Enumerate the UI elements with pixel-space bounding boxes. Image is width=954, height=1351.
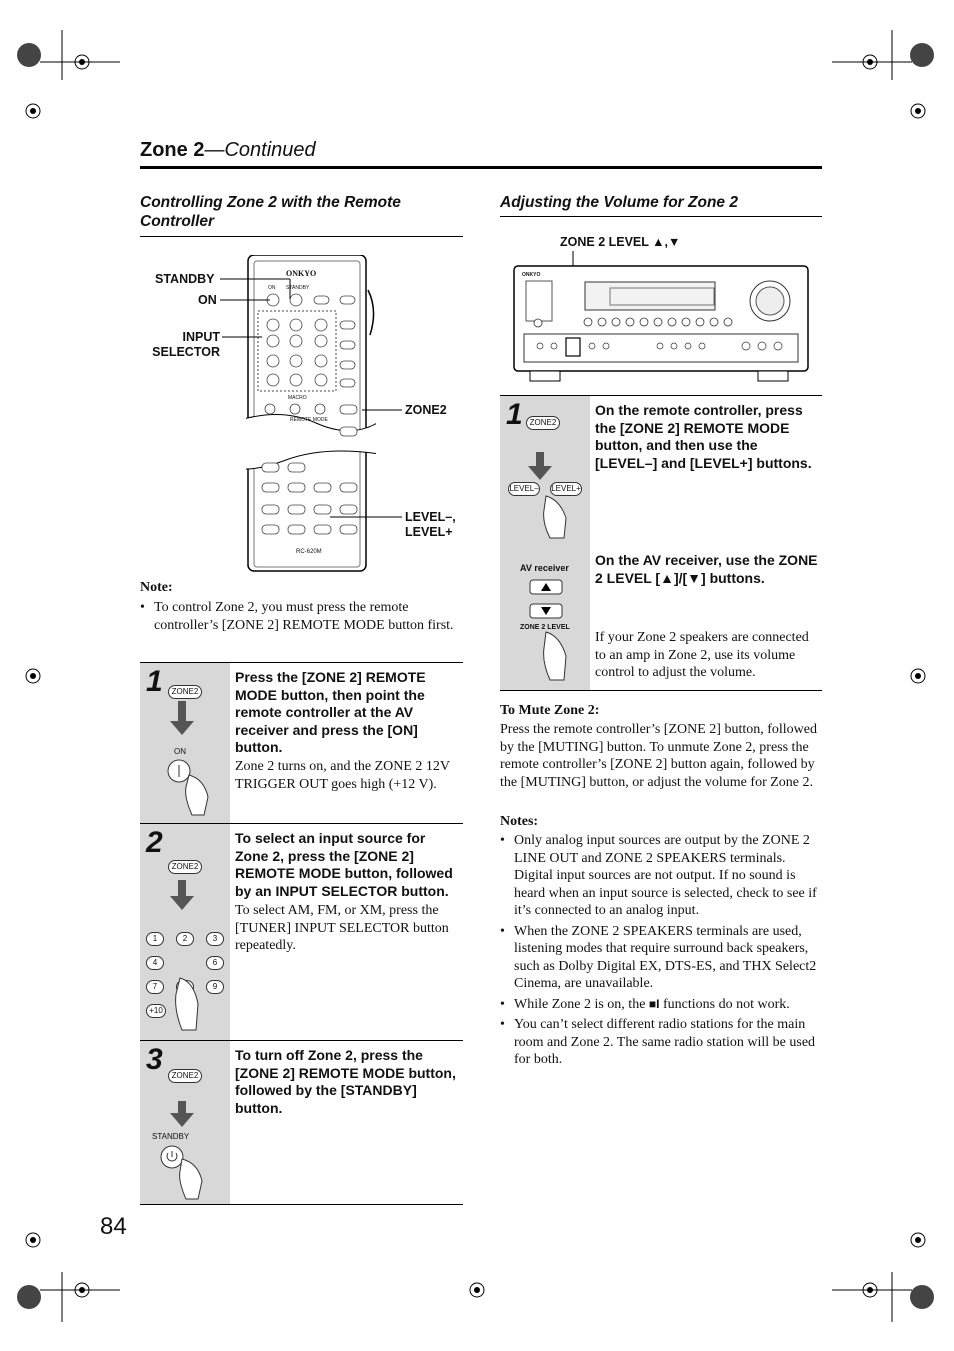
step-3-art xyxy=(140,1041,230,1204)
step-3-instruction: To turn off Zone 2, press the [ZONE 2] REMOTE MODE button, followed by the [STANDBY] button. xyxy=(235,1047,456,1116)
notes-item-1: • Only analog input sources are output by the ZONE 2 LINE OUT and ZONE 2 SPEAKERS terminals. Digital input sources are not output. If no sound is heard when an input source is selected, check to see if it’s connected to an analog input. xyxy=(500,832,823,920)
mute-text: Press the remote controller’s [ZONE 2] button, followed by the [MUTING] button. To unmute Zone 2, press the remote controller’s [ZONE 2] button again, followed by the [MUTING] button, or adjust the volume for Zone 2. xyxy=(500,722,818,790)
remote-on-label: ON xyxy=(268,285,276,291)
on-button-icon xyxy=(164,757,224,817)
zone2-button: ZONE2 xyxy=(168,685,202,699)
step-3-number: 3 xyxy=(146,1043,163,1076)
step-2-block xyxy=(140,823,463,1040)
left-section-title: Controlling Zone 2 with the Remote Controller xyxy=(140,194,401,230)
level-plus-button: LEVEL+ xyxy=(550,482,582,496)
right-step-number: 1 xyxy=(506,398,523,431)
keypad-6: 6 xyxy=(206,956,224,970)
notes-item-3 xyxy=(500,996,823,1014)
right-step-art xyxy=(500,396,590,690)
step-2-number: 2 xyxy=(146,826,163,859)
callout-on: ON xyxy=(198,293,217,307)
zone2-button: ZONE2 xyxy=(168,860,202,874)
zone2-level-buttons-icon xyxy=(528,578,568,624)
callout-zone2: ZONE2 xyxy=(405,403,447,417)
note-heading: Note: xyxy=(140,580,173,595)
callout-level: LEVEL–, LEVEL+ xyxy=(405,510,456,539)
step-2-art xyxy=(140,824,230,1040)
notes-heading: Notes: xyxy=(500,814,539,829)
header-title: Zone 2 xyxy=(140,139,205,161)
step-1-block xyxy=(140,662,463,823)
on-button-label: ON xyxy=(174,747,186,756)
remote-macro-label: MACRO xyxy=(288,395,307,401)
arrow-down-icon xyxy=(170,1101,210,1133)
arrow-down-icon xyxy=(170,880,210,920)
notes-item-2: • When the ZONE 2 SPEAKERS terminals are used, listening modes that require surround back speakers, such as Dolby Digital EX, DTS-ES, and THX Select2 Cinema, are unavailable. xyxy=(500,923,823,993)
page-number: 84 xyxy=(100,1213,127,1240)
right-step-instruction-receiver: On the AV receiver, use the ZONE 2 LEVEL [▲]/[▼] buttons. xyxy=(595,552,818,586)
finger-icon xyxy=(540,628,580,684)
right-step-block xyxy=(500,395,822,691)
step-2-instruction: To select an input source for Zone 2, press the [ZONE 2] REMOTE MODE button, followed by an INPUT SELECTOR button. xyxy=(235,830,453,899)
step-1-detail: Zone 2 turns on, and the ZONE 2 12V TRIGGER OUT goes high (+12 V). xyxy=(235,759,450,792)
right-step-detail: If your Zone 2 speakers are connected to an amp in Zone 2, use its volume control to adjust the volume. xyxy=(595,630,809,680)
keypad-9: 9 xyxy=(206,980,224,994)
keypad-7: 7 xyxy=(146,980,164,994)
notes-list xyxy=(500,832,823,1072)
receiver-brand: ONKYO xyxy=(522,272,541,278)
right-section-rule xyxy=(500,216,822,217)
arrow-down-icon xyxy=(528,452,558,486)
level-minus-button: LEVEL– xyxy=(508,482,540,496)
keypad-plus10: +10 xyxy=(146,1004,166,1018)
remote-model: RC-620M xyxy=(296,549,322,555)
av-receiver-illustration xyxy=(500,248,822,388)
right-section-title: Adjusting the Volume for Zone 2 xyxy=(500,194,738,211)
step-1-instruction: Press the [ZONE 2] REMOTE MODE button, then point the remote controller at the AV receiver and press the [ON] button. xyxy=(235,669,426,755)
av-receiver-label: AV receiver xyxy=(520,563,569,573)
step-1-number: 1 xyxy=(146,665,163,698)
remote-brand: ONKYO xyxy=(286,269,317,278)
step-1-art xyxy=(140,663,230,823)
keypad-1: 1 xyxy=(146,932,164,946)
finger-icon xyxy=(540,492,580,542)
arrow-down-icon xyxy=(170,701,210,751)
callout-standby: STANDBY xyxy=(155,272,215,286)
standby-button-label: STANDBY xyxy=(152,1132,190,1141)
zone2-button: ZONE2 xyxy=(168,1069,202,1083)
finger-icon xyxy=(174,974,204,1034)
note-item: • To control Zone 2, you must press the remote controller’s [ZONE 2] REMOTE MODE button first. xyxy=(140,599,465,634)
notes-item-4: • You can’t select different radio stations for the main room and Zone 2. The same radio station will be used for both. xyxy=(500,1016,823,1069)
notes-item-3-suffix: functions do not work. xyxy=(663,996,790,1012)
keypad-4: 4 xyxy=(146,956,164,970)
keypad-2: 2 xyxy=(176,932,194,946)
callout-input-selector: INPUT SELECTOR xyxy=(152,330,220,359)
mute-heading: To Mute Zone 2: xyxy=(500,703,600,718)
step-2-detail: To select AM, FM, or XM, press the [TUNER] INPUT SELECTOR button repeatedly. xyxy=(235,903,449,953)
step-3-block xyxy=(140,1040,463,1205)
keypad-3: 3 xyxy=(206,932,224,946)
header-continued: —Continued xyxy=(204,139,316,161)
remote-standby-label: STANDBY xyxy=(286,285,310,291)
zone2-level-label: ZONE 2 LEVEL xyxy=(520,624,570,631)
remote-mode-label: REMOTE MODE xyxy=(290,417,328,423)
callout-zone2-level: ZONE 2 LEVEL ▲,▼ xyxy=(560,235,681,249)
notes-item-3-text: While Zone 2 is on, the xyxy=(514,996,646,1012)
zone2-button: ZONE2 xyxy=(526,416,560,430)
standby-button-icon xyxy=(156,1143,226,1203)
ri-logo-icon: ■I xyxy=(648,996,660,1011)
right-step-instruction-remote: On the remote controller, press the [ZONE 2] REMOTE MODE button, and then use the [LEVEL–] and [LEVEL+] buttons. xyxy=(595,402,812,471)
note-list xyxy=(140,599,465,637)
